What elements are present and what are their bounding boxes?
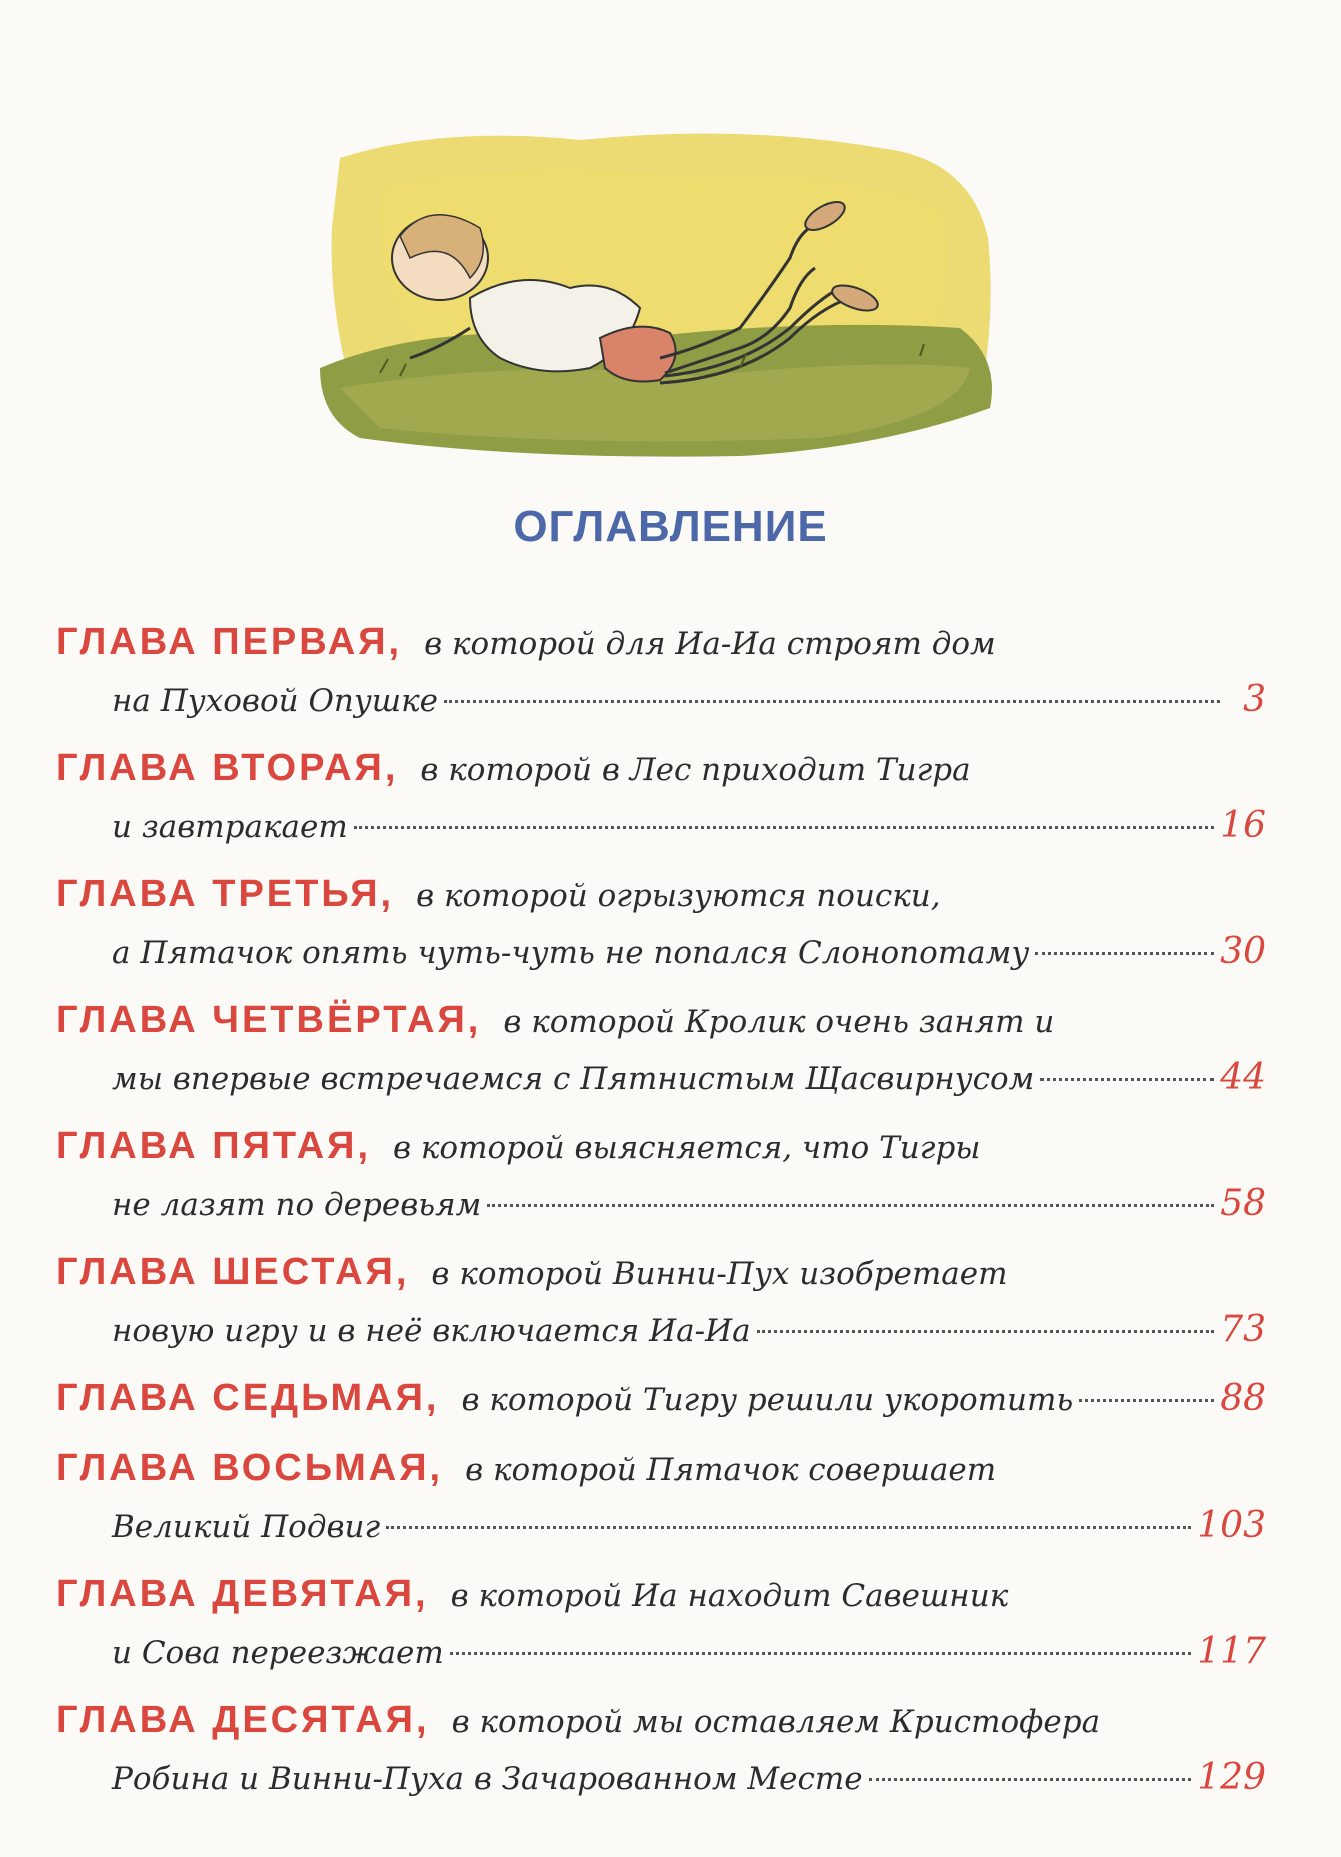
- page-number: 117: [1197, 1631, 1266, 1672]
- chapter-description: в которой выясняется, что Тигры: [393, 1130, 981, 1166]
- chapter-description-continued: и завтракает: [112, 809, 348, 845]
- chapter-description-continued: а Пятачок опять чуть-чуть не попался Слонопотаму: [112, 935, 1030, 971]
- chapter-description-continued: на Пуховой Опушке: [112, 683, 439, 719]
- chapter-description-continued: новую игру и в неё включается Иа-Иа: [112, 1313, 751, 1349]
- table-of-contents: [56, 612, 1266, 1816]
- chapter-label: ГЛАВА ВТОРАЯ,: [56, 747, 399, 789]
- dot-leader: [450, 1652, 1191, 1655]
- toc-entry-heading: [56, 1242, 1266, 1302]
- chapter-description-continued: не лазят по деревьям: [112, 1187, 482, 1223]
- toc-entry-continuation: [56, 1750, 1266, 1806]
- toc-entry-continuation: [56, 672, 1266, 728]
- toc-entry-heading: [56, 1564, 1266, 1624]
- toc-entry[interactable]: [56, 612, 1266, 728]
- dot-leader: [1079, 1399, 1214, 1402]
- toc-entry[interactable]: [56, 990, 1266, 1106]
- toc-entry-continuation: [56, 1176, 1266, 1232]
- dot-leader: [386, 1526, 1191, 1529]
- toc-entry-heading: [56, 738, 1266, 798]
- chapter-label: ГЛАВА ЧЕТВЁРТАЯ,: [56, 999, 482, 1041]
- toc-entry-heading: [56, 1690, 1266, 1750]
- chapter-label: ГЛАВА ВОСЬМАЯ,: [56, 1447, 444, 1489]
- toc-entry-heading: [56, 990, 1266, 1050]
- toc-entry[interactable]: [56, 1438, 1266, 1554]
- page-title: ОГЛАВЛЕНИЕ: [513, 502, 828, 551]
- toc-entry[interactable]: [56, 1690, 1266, 1806]
- chapter-description: в которой Тигру решили укоротить: [461, 1382, 1074, 1418]
- page-number: 129: [1197, 1757, 1266, 1798]
- toc-entry-heading: [56, 1116, 1266, 1176]
- chapter-label: ГЛАВА СЕДЬМАЯ,: [56, 1377, 440, 1419]
- chapter-description: в которой для Иа-Иа строят дом: [424, 626, 996, 662]
- toc-entry-continuation: [56, 1302, 1266, 1358]
- chapter-label: ГЛАВА ПЯТАЯ,: [56, 1125, 372, 1167]
- dot-leader: [869, 1778, 1192, 1781]
- page-number: 30: [1220, 931, 1266, 972]
- watercolor-illustration: [320, 118, 1000, 463]
- page-number: 73: [1220, 1309, 1266, 1350]
- chapter-description-continued: и Сова переезжает: [112, 1635, 444, 1671]
- toc-entry[interactable]: [56, 1564, 1266, 1680]
- chapter-label: ГЛАВА ДЕСЯТАЯ,: [56, 1699, 430, 1741]
- page-number: 44: [1220, 1057, 1266, 1098]
- dot-leader: [444, 700, 1220, 703]
- toc-entry-heading: [56, 1438, 1266, 1498]
- chapter-description-continued: Робина и Винни-Пуха в Зачарованном Месте: [112, 1761, 863, 1797]
- page-number: 103: [1197, 1505, 1266, 1546]
- toc-entry-continuation: [56, 798, 1266, 854]
- chapter-description-continued: Великий Подвиг: [112, 1509, 381, 1545]
- chapter-description: в которой Иа находит Савешник: [450, 1578, 1009, 1614]
- chapter-description: в которой мы оставляем Кристофера: [451, 1704, 1101, 1740]
- toc-entry[interactable]: [56, 1242, 1266, 1358]
- chapter-description: в которой в Лес приходит Тигра: [420, 752, 971, 788]
- toc-entry-continuation: [56, 924, 1266, 980]
- toc-entry[interactable]: [56, 864, 1266, 980]
- page-number: 58: [1220, 1183, 1266, 1224]
- toc-entry-continuation: [56, 1050, 1266, 1106]
- dot-leader: [757, 1330, 1215, 1333]
- dot-leader: [487, 1204, 1214, 1207]
- page-number: 3: [1243, 679, 1266, 720]
- chapter-description: в которой Кролик очень занят и: [503, 1004, 1055, 1040]
- chapter-label: ГЛАВА ПЕРВАЯ,: [56, 621, 403, 663]
- toc-entry[interactable]: [56, 1116, 1266, 1232]
- toc-entry-continuation: [56, 1624, 1266, 1680]
- toc-entry-heading: [56, 612, 1266, 672]
- chapter-label: ГЛАВА ДЕВЯТАЯ,: [56, 1573, 429, 1615]
- chapter-description-continued: мы впервые встречаемся с Пятнистым Щасвирнусом: [112, 1061, 1035, 1097]
- chapter-label: ГЛАВА ШЕСТАЯ,: [56, 1251, 410, 1293]
- page-number: 88: [1220, 1378, 1266, 1419]
- toc-entry[interactable]: [56, 738, 1266, 854]
- toc-entry[interactable]: [56, 1368, 1266, 1428]
- toc-entry-heading: [56, 1368, 1266, 1428]
- toc-entry-continuation: [56, 1498, 1266, 1554]
- dot-leader: [1035, 952, 1214, 955]
- dot-leader: [354, 826, 1214, 829]
- boy-lying-on-grass-illustration: [320, 118, 1000, 463]
- page-number: 16: [1220, 805, 1266, 846]
- chapter-description: в которой Винни-Пух изобретает: [431, 1256, 1008, 1292]
- chapter-description: в которой Пятачок совершает: [465, 1452, 997, 1488]
- chapter-description: в которой огрызуются поиски,: [416, 878, 941, 914]
- dot-leader: [1040, 1078, 1214, 1081]
- chapter-label: ГЛАВА ТРЕТЬЯ,: [56, 873, 395, 915]
- toc-entry-heading: [56, 864, 1266, 924]
